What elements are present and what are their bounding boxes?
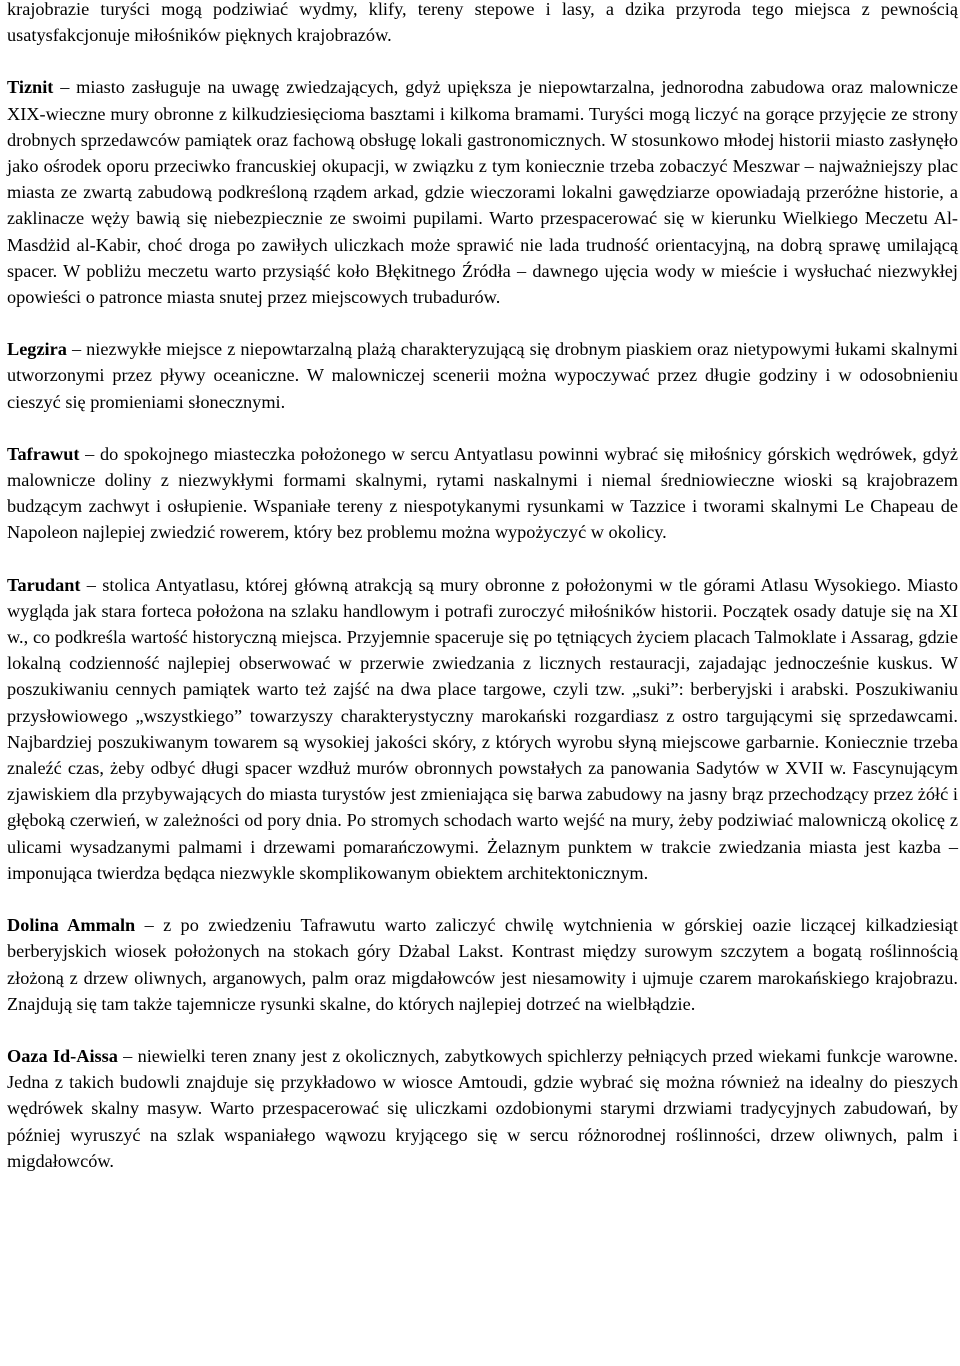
paragraph-tiznit bbox=[7, 74, 958, 310]
paragraph-legzira bbox=[7, 336, 958, 415]
paragraph-text: – miasto zasługuje na uwagę zwiedzających, gdyż upiększa je niepowtarzalna, jednorodna zabudowa oraz malownicze XIX-wieczne mury obronne z kilkudziesięcioma basztami i kilkoma bramami. Turyści mogą liczyć na gorące przyjęcie ze strony drobnych sprzedawców pamiątek oraz fachową obsługę lokali gastronomicznych. W stosunkowo młodej historii miasto zasłynęło jako ośrodek oporu przeciwko francuskiej okupacji, w związku z tym koniecznie trzeba zobaczyć Meszwar – najważniejszy plac miasta ze zwartą zabudową podkreśloną rządem arkad, gdzie wieczorami lokalni gawędziarze opowiadają przeróżne historie, a zaklinacze węży bawią się niebezpiecznie ze swoimi pupilami. Warto przespacerować się w kierunku Wielkiego Meczetu Al-Masdżid al-Kabir, choć droga po zawiłych uliczkach może sprawić nie lada trudność orientacyjną, na dobrą sprawę umilającą spacer. W pobliżu meczetu warto przysiąść koło Błękitnego Źródła – dawnego ujęcia wody w mieście i wysłuchać niezwykłej opowieści o patronce miasta snutej przez miejscowych trubadurów. bbox=[7, 77, 958, 308]
paragraph-tarudant bbox=[7, 572, 958, 886]
paragraph-dolina-ammaln bbox=[7, 912, 958, 1017]
paragraph-term: Legzira bbox=[7, 339, 67, 360]
paragraph-term: Dolina Ammaln bbox=[7, 915, 136, 936]
paragraph-term: Oaza Id-Aissa bbox=[7, 1045, 118, 1066]
paragraph-term: Tiznit bbox=[7, 77, 54, 98]
paragraph-text: – do spokojnego miasteczka położonego w sercu Antyatlasu powinni wybrać się miłośnicy górskich wędrówek, gdyż malownicze doliny z niezwykłymi formami skalnymi, rytami naskalnymi i niemal średniowieczne wioski są krajobrazem budzącym zachwyt i osłupienie. Wspaniałe tereny z niespotykanymi rysunkami w Tazzice i tworami skalnymi Le Chapeau de Napoleon najlepiej zwiedzić rowerem, który bez problemu można wypożyczyć w okolicy. bbox=[7, 443, 958, 543]
paragraph-term: Tafrawut bbox=[7, 443, 80, 464]
paragraph-text: krajobrazie turyści mogą podziwiać wydmy, klify, tereny stepowe i lasy, a dzika przyroda tego miejsca z pewnością usatysfakcjonuje miłośników pięknych krajobrazów. bbox=[7, 0, 958, 46]
paragraph-oaza-id-aissa bbox=[7, 1043, 958, 1174]
paragraph-text: – stolica Antyatlasu, której główną atrakcją są mury obronne z położonymi w tle górami Atlasu Wysokiego. Miasto wygląda jak stara forteca położona na szlaku handlowym i potrafi zuroczyć miłośników historii. Początek osady datuje się na XI w., co podkreśla wartość historyczną miejsca. Przyjemnie spaceruje się po tętniących życiem placach Talmoklate i Assarag, gdzie lokalną codzienność najlepiej obserwować w przerwie zwiedzania z licznych restauracji, zajadając jednocześnie kuskus. W poszukiwaniu cennych pamiątek warto też zajść na dwa place targowe, czyli tzw. „suki”: berberyjski i arabski. Poszukiwaniu przysłowiowego „wszystkiego” towarzyszy charakterystyczny marokański rozgardiasz z ostro targującymi się sprzedawcami. Najbardziej poszukiwanym towarem są wysokiej jakości skóry, z których wyrobu słyną miejscowe garbarnie. Koniecznie trzeba znaleźć czas, żeby odbyć długi spacer wzdłuż murów obronnych powstałych za panowania Sadytów w XVII w. Fascynującym zjawiskiem dla przybywających do miasta turystów jest zmieniająca się barwa zabudowy na jasny brąz przechodzący przez żółć i głęboką czerwień, w zależności od pory dnia. Po stromych schodach warto wejść na mury, żeby podziwiać malowniczą okolicę z ulicami wysadzanymi palmami i drzewami pomarańczowymi. Żelaznym punktem w trakcie zwiedzania miasta jest kazba – imponująca twierdza będąca niezwykle skomplikowanym obiektem architektonicznym. bbox=[7, 574, 958, 883]
paragraph-text: – niezwykłe miejsce z niepowtarzalną plażą charakteryzującą się drobnym piaskiem oraz nietypowymi łukami skalnymi utworzonymi przez pływy oceaniczne. W malowniczej scenerii można wypoczywać przez długie godziny i w odosobnieniu cieszyć się promieniami słonecznymi. bbox=[7, 339, 958, 412]
paragraph-term: Tarudant bbox=[7, 574, 81, 595]
paragraph-text: – z po zwiedzeniu Tafrawutu warto zaliczyć chwilę wytchnienia w górskiej oazie liczącej kilkadziesiąt berberyjskich wiosek położonych na stokach góry Dżabal Lakst. Kontrast między surowym szczytem a bogatą roślinnością złożoną z drzew oliwnych, arganowych, palm oraz migdałowców jest niesamowity i ujmuje czarem marokańskiego krajobrazu. Znajdują się tam także tajemnicze rysunki skalne, do których najlepiej dotrzeć na wielbłądzie. bbox=[7, 915, 958, 1014]
paragraph-text: – niewielki teren znany jest z okolicznych, zabytkowych spichlerzy pełniących przed wiekami funkcje warowne. Jedna z takich budowli znajduje się przykładowo w wiosce Amtoudi, gdzie wybrać się można również na idealny do pieszych wędrówek skalny masyw. Warto przespacerować się uliczkami ozdobionymi starymi drzwiami tradycyjnych zabudowań, by później wyruszyć na szlak wspaniałego wąwozu kryjącego się w sercu różnorodnej roślinności, drzew oliwnych, palm i migdałowców. bbox=[7, 1045, 958, 1171]
paragraph-tafrawut bbox=[7, 441, 958, 546]
paragraph-intro-continuation bbox=[7, 0, 958, 48]
